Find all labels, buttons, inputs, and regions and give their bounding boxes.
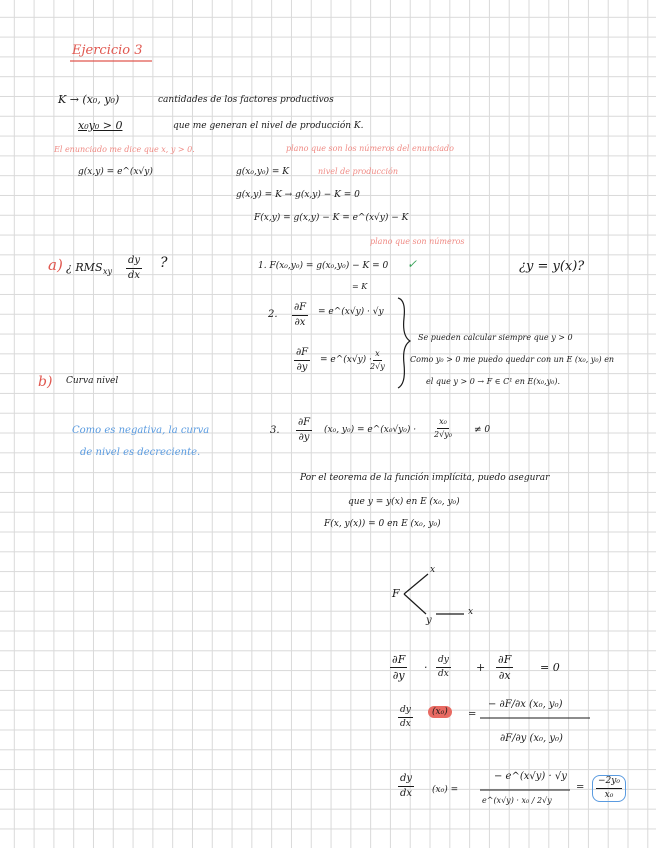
theorem-line-2: que y = y(x) en E (x₀, y₀) — [348, 497, 460, 507]
step-3-label: 3. — [270, 425, 280, 436]
chain-eq: = 0 — [540, 661, 560, 674]
k-mapping: K → (x₀, y₀) — [58, 93, 120, 106]
res1-at-highlight: (x₀) — [428, 706, 452, 718]
blue-note-2: de nivel es decreciente. — [80, 447, 201, 458]
tree-x: x — [430, 565, 436, 575]
dF-dy-frac-num: x — [373, 350, 382, 361]
dF-dy-frac-den: 2√y — [370, 362, 385, 371]
chain-c-num: ∂F — [498, 653, 512, 666]
rms-question: ¿ RMS — [66, 261, 103, 274]
brace-note-2: Como y₀ > 0 me puedo quedar con un E (x₀, y₀) en — [410, 355, 615, 364]
s3-frac-num: ∂F — [296, 418, 312, 431]
step-1: 1. F(x₀,y₀) = g(x₀,y₀) − K = 0 — [258, 261, 389, 271]
res2-final-den: x₀ — [604, 790, 614, 800]
eq-g-level: g(x₀,y₀) = K — [236, 167, 290, 177]
blue-note-1: Como es negativa, la curva — [72, 425, 210, 436]
s3-mid: (x₀, y₀) = e^(x₀√y₀) · — [324, 425, 417, 435]
chain-dot: · — [424, 661, 428, 674]
res1-bot: ∂F/∂y (x₀, y₀) — [500, 733, 563, 744]
plane-note: plano que son los números del enunciado — [286, 144, 454, 153]
k-mapping-text: cantidades de los factores productivos — [158, 95, 334, 105]
dF-dx-num: ∂F — [292, 303, 308, 316]
right-question: ¿y = y(x)? — [519, 259, 585, 274]
theorem-line-1: Por el teorema de la función implícita, puedo asegurar — [300, 473, 550, 483]
brace-note-3: el que y > 0 → F ∈ C¹ en E(x₀,y₀). — [426, 377, 561, 386]
chain-c-den: ∂x — [498, 669, 511, 682]
chain-plus: + — [476, 661, 486, 674]
res2-final-num: −2y₀ — [596, 777, 622, 789]
positivity-condition: x₀y₀ > 0 — [78, 119, 123, 132]
step-1-under: = K — [352, 282, 368, 291]
dF-dy-num: ∂F — [294, 348, 310, 361]
res1-den: dx — [400, 719, 411, 729]
res1-eq: = — [468, 709, 477, 720]
brace-note-1: Se pueden calcular siempre que y > 0 — [418, 333, 573, 342]
tree-F: F — [392, 587, 400, 600]
chain-b-den: dx — [438, 669, 449, 679]
part-b-label: b) — [38, 374, 53, 390]
dF-dx-rhs: = e^(x√y) · √y — [318, 307, 384, 317]
zero-note: plano que son números — [370, 237, 465, 246]
res2-eq: = — [576, 782, 585, 793]
s3-inner-num: x₀ — [437, 418, 449, 429]
theorem-line-3: F(x, y(x)) = 0 en E (x₀, y₀) — [324, 519, 441, 529]
dF-dy-den: ∂y — [296, 362, 308, 373]
step-2-label: 2. — [268, 309, 278, 320]
res2-at: (x₀) = — [432, 785, 459, 795]
s3-end: ≠ 0 — [474, 425, 491, 435]
dF-dx-den: ∂x — [294, 317, 306, 328]
part-a-label: a) — [48, 256, 63, 274]
rms-subscript: xy — [103, 267, 113, 276]
res2-bot: e^(x√y) · x₀ / 2√y — [482, 796, 552, 805]
eq-F-def: F(x,y) = g(x,y) − K = e^(x√y) − K — [254, 213, 409, 223]
part-b-text: Curva nivel — [66, 376, 119, 386]
rms-frac-num: dy — [126, 256, 142, 269]
red-note: El enunciado me dice que x, y > 0. — [54, 145, 195, 154]
s3-frac-den: ∂y — [298, 432, 310, 443]
tree-x2: x — [468, 607, 474, 617]
chain-b-num: dy — [436, 656, 451, 668]
page-title: Ejercicio 3 — [72, 43, 143, 58]
res2-top: − e^(x√y) · √y — [494, 771, 567, 782]
res2-num: dy — [398, 774, 414, 787]
chain-a-num: ∂F — [392, 653, 406, 666]
res1-num: dy — [398, 706, 413, 718]
rms-qmark: ? — [160, 255, 168, 271]
chain-a-den: ∂y — [392, 669, 405, 682]
res2-final-frac — [592, 775, 626, 802]
dF-dy-rhs: = e^(x√y) · — [320, 355, 372, 365]
step-1-check: ✓ — [407, 257, 418, 271]
s3-inner-den: 2√y₀ — [434, 430, 452, 439]
rms-frac-den: dx — [128, 270, 141, 281]
function-definition: g(x,y) = e^(x√y) — [78, 167, 153, 177]
res2-final — [592, 775, 626, 802]
res2-den: dx — [400, 788, 413, 799]
eq-g-zero: g(x,y) = K → g(x,y) − K = 0 — [236, 190, 360, 200]
positivity-text: que me generan el nivel de producción K. — [173, 121, 364, 131]
level-note: nivel de producción — [318, 167, 398, 176]
res1-top: − ∂F/∂x (x₀, y₀) — [488, 699, 563, 710]
tree-y: y — [426, 615, 432, 626]
